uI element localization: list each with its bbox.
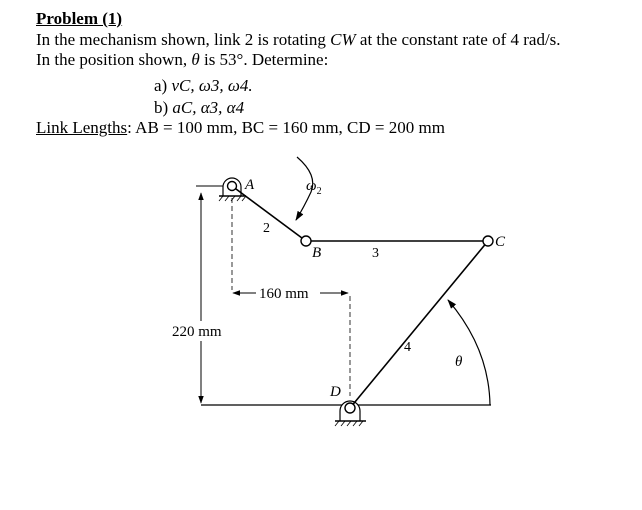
point-a-label: A — [245, 177, 255, 193]
joint-c — [483, 236, 493, 246]
link-3-label: 3 — [372, 246, 379, 261]
part-b-label: b) — [154, 98, 169, 117]
link-4-label: 4 — [404, 340, 411, 355]
theta-text: θ — [191, 50, 200, 69]
statement-text: at the constant rate of 4 rad/s. — [355, 30, 561, 49]
joint-b — [301, 236, 311, 246]
part-a-text: vC, ω3, ω4. — [171, 76, 253, 95]
part-b-text: aC, α3, α4 — [172, 98, 245, 117]
theta-label: θ — [455, 354, 463, 370]
dim-vertical-label: 220 mm — [172, 324, 222, 340]
statement-text: In the mechanism shown, link 2 is rotating — [36, 30, 331, 49]
point-d-label: D — [330, 384, 341, 400]
link-lengths-label: Link Lengths — [36, 118, 128, 137]
problem-title: Problem (1) — [36, 9, 123, 28]
point-b-label: B — [312, 245, 322, 261]
link-2-label: 2 — [263, 221, 270, 236]
omega-label — [306, 178, 322, 197]
joint-d — [345, 403, 355, 413]
omega-subscript: 2 — [316, 186, 322, 197]
part-a-label: a) — [154, 76, 168, 95]
omega-symbol: ω — [306, 178, 317, 194]
link-lengths-text: : AB = 100 mm, BC = 160 mm, CD = 200 mm — [127, 118, 445, 137]
statement-text: In the position shown, — [36, 50, 192, 69]
joint-a — [228, 182, 237, 191]
cw-text: CW — [330, 30, 356, 49]
statement-text: is 53°. Determine: — [199, 50, 329, 69]
link-4 — [350, 241, 488, 408]
dim-horizontal-label: 160 mm — [259, 286, 309, 302]
point-c-label: C — [495, 234, 506, 250]
theta-arc — [448, 300, 490, 405]
